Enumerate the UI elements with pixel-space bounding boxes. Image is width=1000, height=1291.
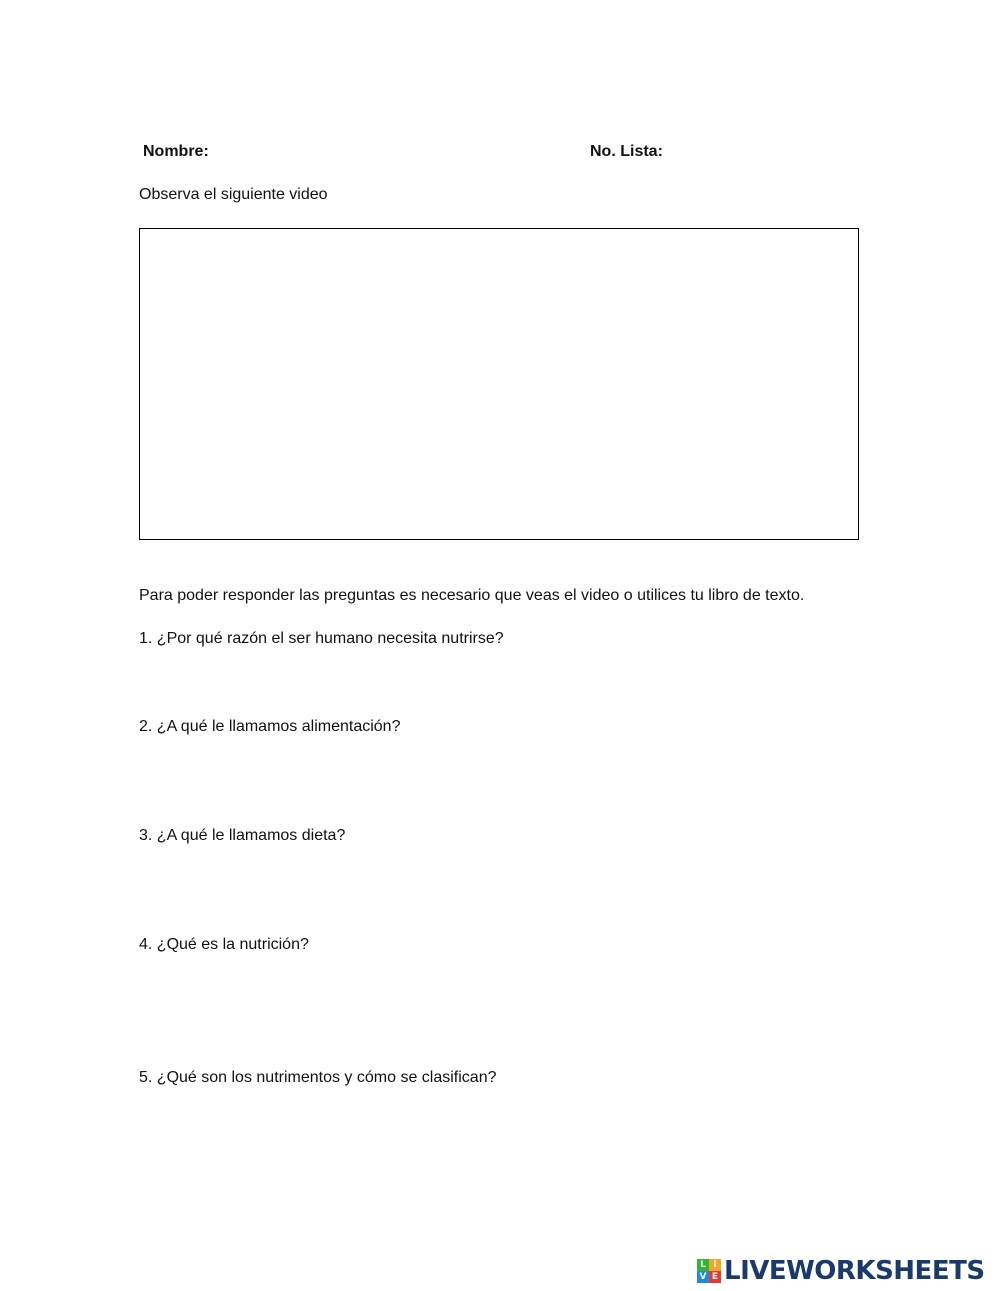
logo-tile-l: L xyxy=(697,1259,709,1271)
logo-tile-i: I xyxy=(709,1259,721,1271)
question-3: 3. ¿A qué le llamamos dieta? xyxy=(139,827,346,844)
question-1: 1. ¿Por qué razón el ser humano necesita nutrirse? xyxy=(139,630,504,647)
name-label: Nombre: xyxy=(143,143,209,160)
intro-text: Para poder responder las preguntas es necesario que veas el video o utilices tu libro de texto. xyxy=(139,587,805,604)
logo-tile-e: E xyxy=(709,1271,721,1283)
liveworksheets-brand xyxy=(697,1257,985,1285)
video-embed-frame[interactable] xyxy=(139,228,859,540)
video-instruction: Observa el siguiente video xyxy=(139,186,328,203)
list-number-label: No. Lista: xyxy=(590,143,663,160)
brand-wordmark: LIVEWORKSHEETS xyxy=(724,1256,985,1286)
question-4: 4. ¿Qué es la nutrición? xyxy=(139,936,309,953)
logo-tile-v: V xyxy=(697,1271,709,1283)
liveworksheets-logo-icon xyxy=(697,1259,721,1283)
question-5: 5. ¿Qué son los nutrimentos y cómo se clasifican? xyxy=(139,1069,497,1086)
question-2: 2. ¿A qué le llamamos alimentación? xyxy=(139,718,401,735)
